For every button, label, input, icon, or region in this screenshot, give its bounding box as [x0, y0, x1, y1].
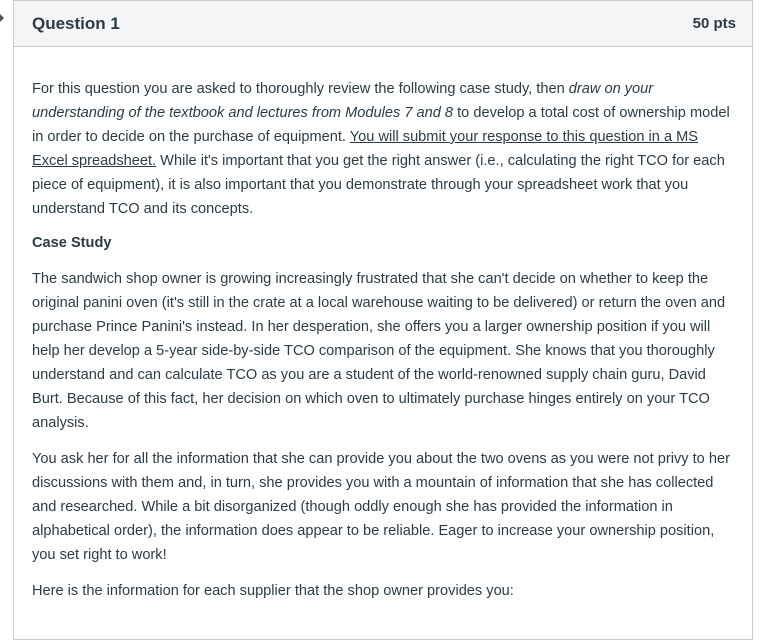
case-study-heading: Case Study	[32, 235, 112, 251]
case-study-paragraph-2: You ask her for all the information that she can provide you about the two ovens as you were not privy to her discussions with them and, in turn, she provides you with a mountain of information that she has collected and researched. While a bit disorganized (though oddly enough she has provided the information in alphabetical order), the information does appear to be reliable. Eager to increase your ownership position, you set right to work!	[32, 451, 730, 563]
intro-paragraph	[32, 77, 736, 221]
collapse-arrow-icon[interactable]	[0, 14, 4, 22]
intro-text-3: While it's important that you get the right answer (i.e., calculating the right TCO for each piece of equipment), it is also important that you demonstrate through your spreadsheet work that you understand TCO and its concepts.	[32, 153, 725, 217]
question-header	[14, 1, 752, 47]
case-study-paragraph-3: Here is the information for each supplier that the shop owner provides you:	[32, 583, 514, 599]
question-points: 50 pts	[692, 15, 736, 32]
submission-instruction: You will submit your response to this question in a MS Excel spreadsheet.	[32, 129, 699, 169]
intro-text-2: to develop a total cost of ownership model in order to decide on the purchase of equipment.	[32, 105, 730, 145]
question-title: Question 1	[32, 13, 120, 33]
question-card	[13, 0, 753, 640]
question-body	[14, 47, 752, 603]
intro-italic-text: draw on your understanding of the textbook and lectures from Modules 7 and 8	[32, 81, 654, 121]
case-study-paragraph-1: The sandwich shop owner is growing increasingly frustrated that she can't decide on whether to keep the original panini oven (it's still in the crate at a local warehouse waiting to be delivered) or return the oven and purchase Prince Panini's instead. In her desperation, she offers you a larger ownership position if you will help her develop a 5-year side-by-side TCO comparison of the equipment. She knows that you thoroughly understand and can calculate TCO as you are a student of the world-renowned supply chain guru, David Burt. Because of this fact, her decision on which oven to ultimately purchase hinges entirely on your TCO analysis.	[32, 271, 726, 431]
intro-text-1: For this question you are asked to thoroughly review the following case study, then	[32, 81, 569, 97]
